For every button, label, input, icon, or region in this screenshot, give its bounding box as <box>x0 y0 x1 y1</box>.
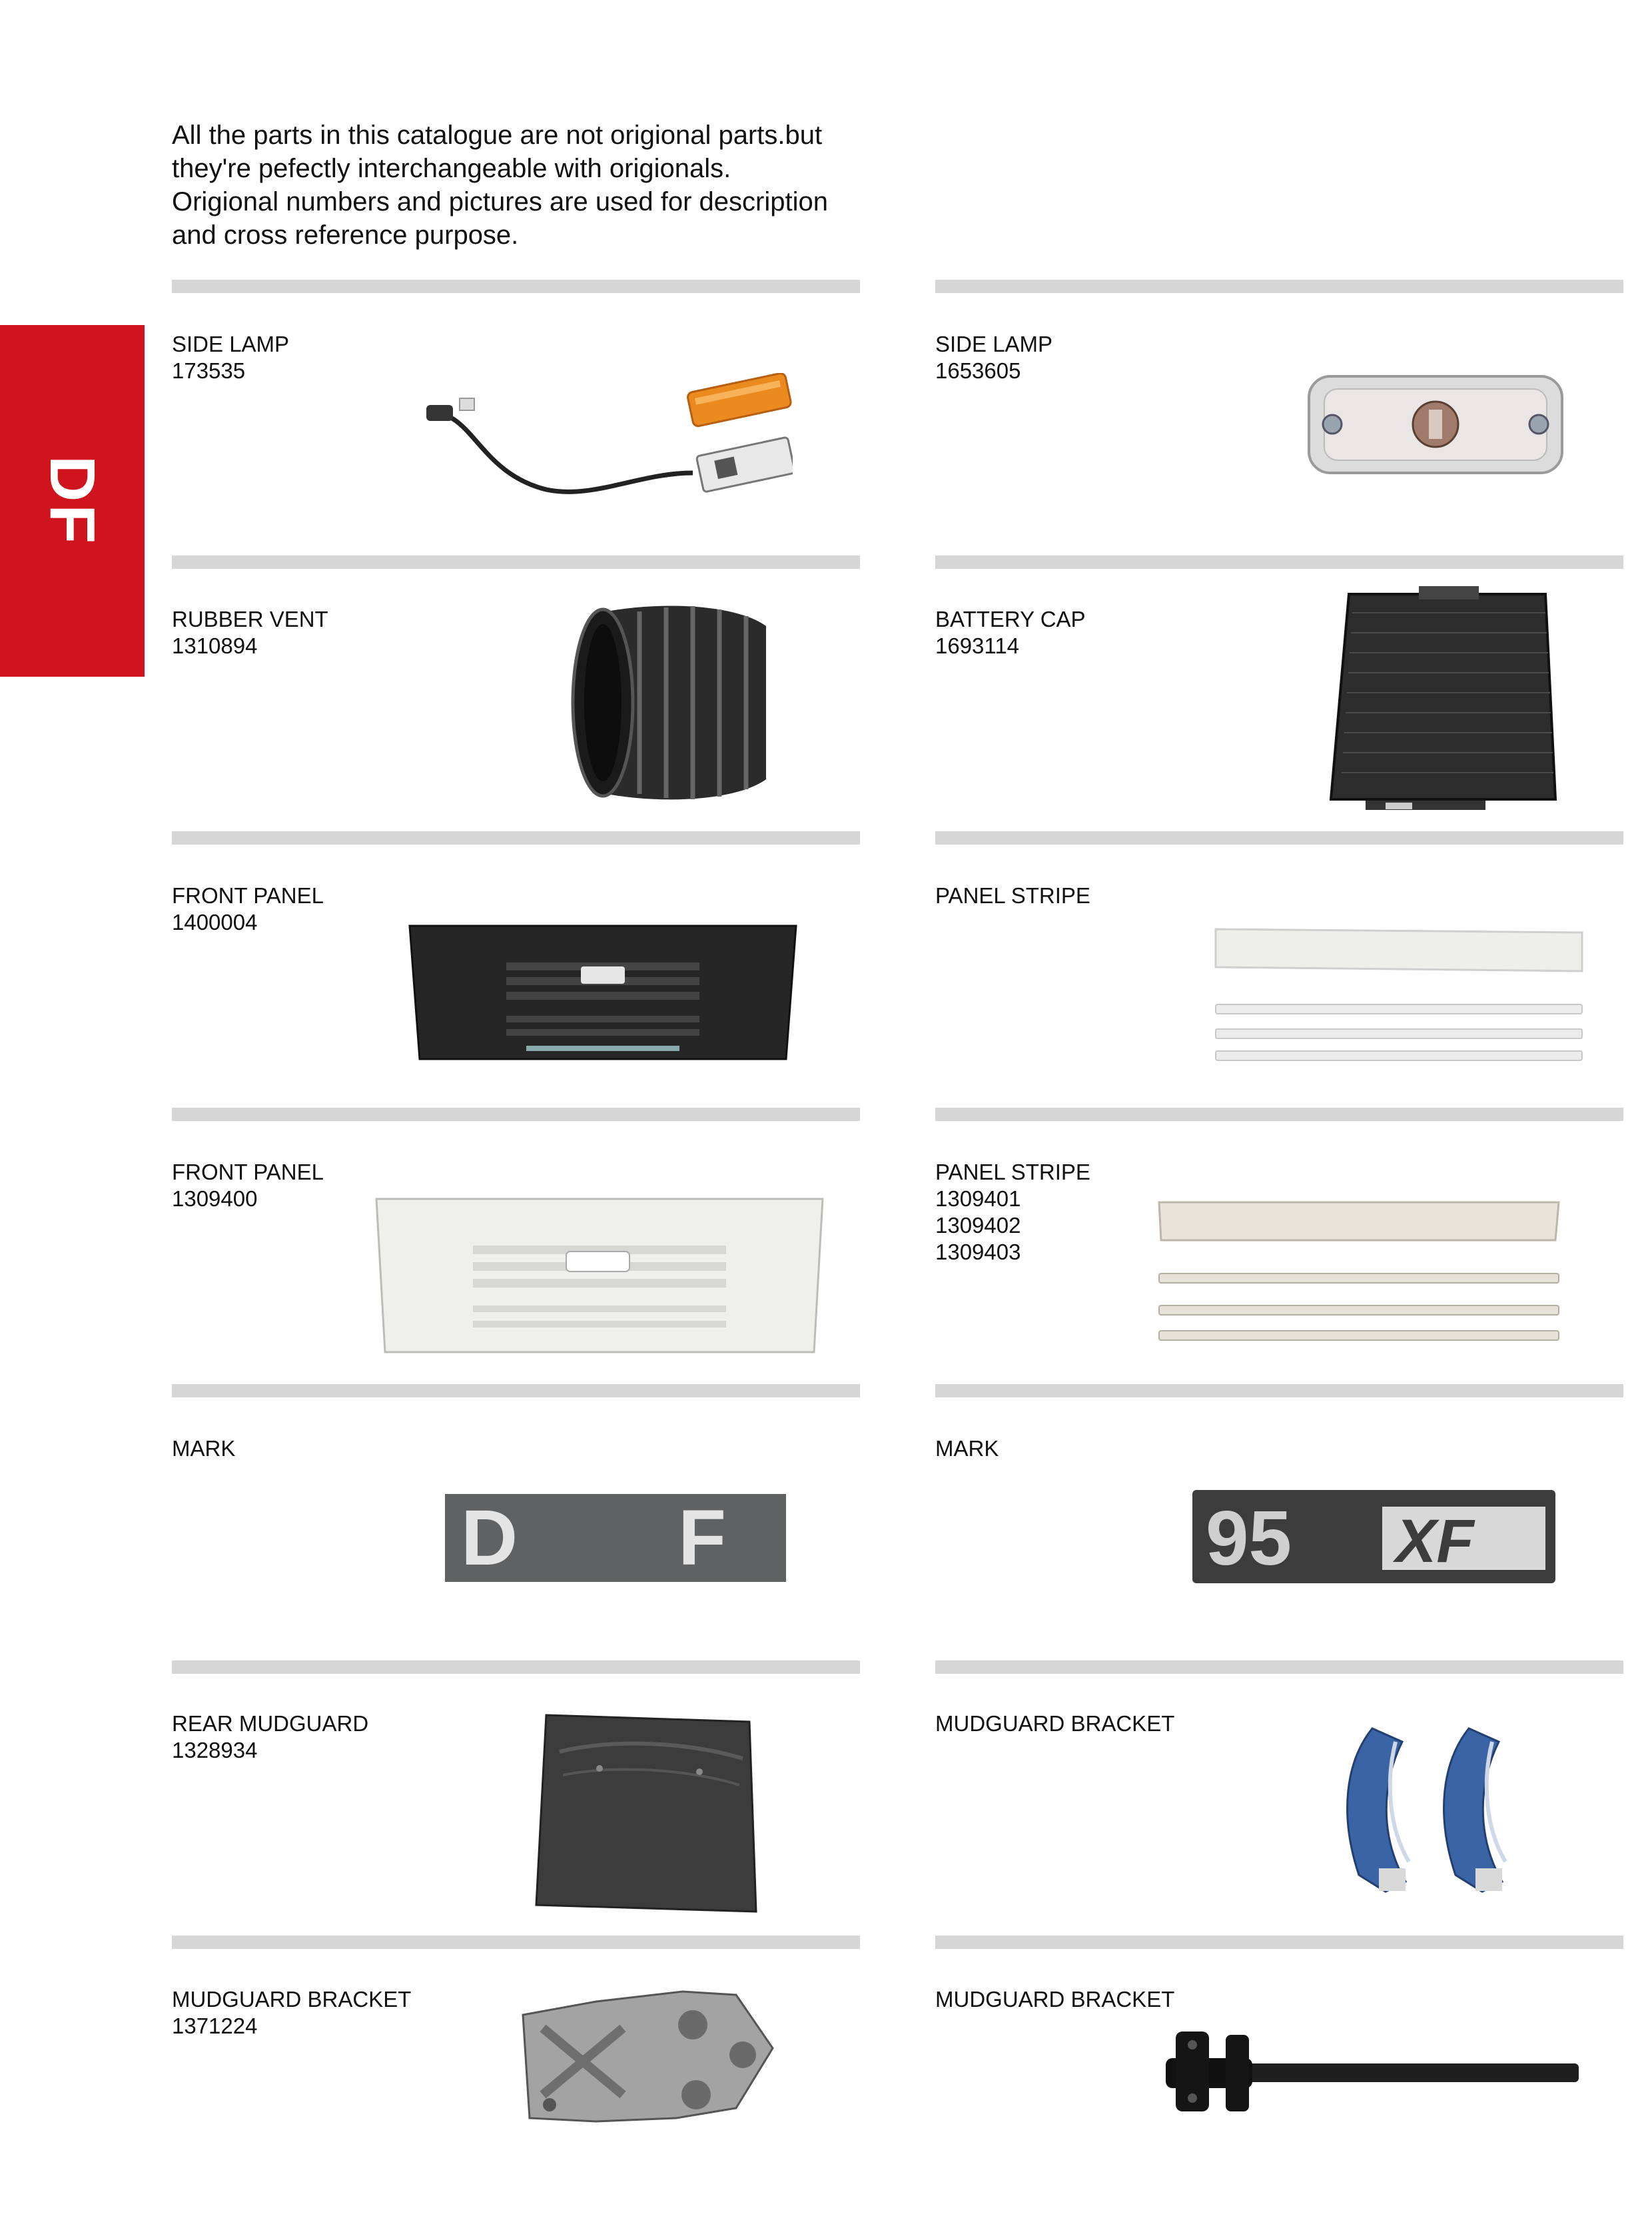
part-name: MUDGUARD BRACKET <box>935 1711 1175 1736</box>
part-entry <box>172 883 324 936</box>
part-name: RUBBER VENT <box>172 607 328 631</box>
part-entry <box>935 606 1086 659</box>
divider <box>172 831 860 845</box>
front-panel-white-icon <box>373 1196 826 1355</box>
panel-stripes-icon <box>1156 1199 1562 1345</box>
divider <box>935 1108 1623 1121</box>
part-entry <box>935 883 1090 909</box>
divider <box>935 831 1623 845</box>
divider <box>935 1936 1623 1949</box>
part-number: 1309402 <box>935 1213 1021 1238</box>
part-name: BATTERY CAP <box>935 607 1086 631</box>
part-name: MUDGUARD BRACKET <box>172 1987 412 2012</box>
part-number: 1653605 <box>935 358 1021 383</box>
part-entry <box>172 1986 411 2039</box>
part-number: 173535 <box>172 358 246 383</box>
part-entry <box>935 1159 1090 1266</box>
divider <box>172 1936 860 1949</box>
side-lamp-with-cable-icon <box>420 373 793 506</box>
badge-letter: F <box>678 1494 727 1582</box>
panel-stripes-icon <box>1212 926 1585 1069</box>
side-lamp-clear-icon <box>1306 373 1565 476</box>
divider <box>935 280 1623 293</box>
badge-model-series: XF <box>1396 1507 1474 1575</box>
part-number: 1400004 <box>172 910 258 934</box>
intro-line: they're pefectly interchangeable with origionals. <box>172 154 731 183</box>
mudguard-bracket-cast-icon <box>516 1988 776 2125</box>
divider <box>935 1661 1623 1674</box>
part-entry <box>172 1710 368 1764</box>
part-entry <box>935 331 1052 384</box>
part-entry <box>935 1710 1174 1737</box>
mudguard-bracket-tube-icon <box>1156 2025 1582 2118</box>
divider <box>172 1108 860 1121</box>
badge-letter: D <box>461 1494 518 1582</box>
divider <box>172 555 860 569</box>
part-number: 1310894 <box>172 633 258 658</box>
part-name: PANEL STRIPE <box>935 1160 1090 1184</box>
brand-side-tab-label: DF <box>37 456 108 546</box>
part-entry <box>172 331 289 384</box>
part-name: MUDGUARD BRACKET <box>935 1987 1175 2012</box>
intro-line: All the parts in this catalogue are not origional parts.but <box>172 121 823 150</box>
part-entry <box>172 1435 235 1462</box>
divider <box>172 280 860 293</box>
brand-side-tab <box>0 325 145 677</box>
part-number: 1693114 <box>935 633 1020 658</box>
part-number: 1328934 <box>172 1738 258 1762</box>
intro-line: and cross reference purpose. <box>172 220 519 250</box>
part-name: FRONT PANEL <box>172 1160 324 1184</box>
part-name: MARK <box>935 1436 999 1461</box>
part-entry <box>172 606 328 659</box>
part-name: MARK <box>172 1436 236 1461</box>
badge-model-number: 95 <box>1206 1495 1292 1581</box>
df-badge-icon <box>445 1494 786 1582</box>
part-entry <box>172 1159 324 1212</box>
part-entry <box>935 1435 999 1462</box>
part-name: FRONT PANEL <box>172 883 324 908</box>
part-number: 1309401 <box>935 1186 1021 1211</box>
divider <box>935 555 1623 569</box>
rear-mudguard-icon <box>533 1712 763 1915</box>
rubber-vent-icon <box>566 599 779 806</box>
part-number: 1309400 <box>172 1186 258 1211</box>
intro-line: Origional numbers and pictures are used for description <box>172 187 828 216</box>
intro-disclaimer <box>172 119 945 252</box>
part-name: PANEL STRIPE <box>935 883 1090 908</box>
part-name: SIDE LAMP <box>172 332 290 356</box>
mudguard-bracket-pair-icon <box>1332 1722 1539 1898</box>
front-panel-black-icon <box>406 923 799 1062</box>
part-name: REAR MUDGUARD <box>172 1711 369 1736</box>
part-number: 1309403 <box>935 1240 1021 1264</box>
95xf-badge-icon <box>1192 1490 1555 1583</box>
divider <box>172 1661 860 1674</box>
divider <box>935 1384 1623 1397</box>
divider <box>172 1384 860 1397</box>
part-entry <box>935 1986 1174 2013</box>
battery-cap-icon <box>1326 586 1559 816</box>
part-name: SIDE LAMP <box>935 332 1053 356</box>
part-number: 1371224 <box>172 2014 258 2038</box>
